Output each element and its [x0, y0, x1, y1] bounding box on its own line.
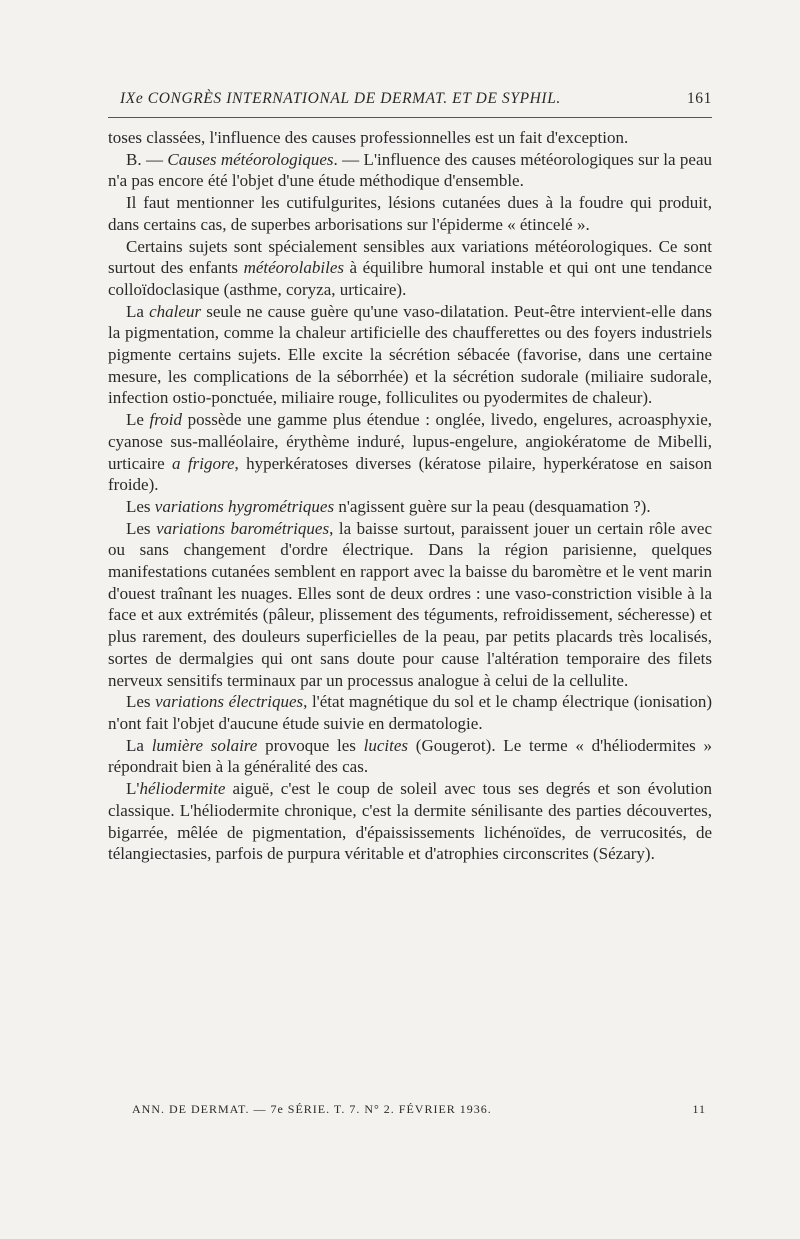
text-run: La	[126, 735, 152, 755]
italic-term: variations barométriques	[156, 518, 330, 538]
signature-mark: 11	[692, 1102, 706, 1116]
journal-reference: ANN. DE DERMAT. — 7e SÉRIE. T. 7. N° 2. FÉVRIER 1936.	[132, 1102, 492, 1116]
italic-term: Causes météorologiques	[167, 149, 334, 169]
paragraph	[108, 192, 712, 235]
paragraph	[108, 409, 712, 496]
text-run: provoque les	[257, 735, 364, 755]
page-number: 161	[686, 90, 712, 107]
text-run: La	[126, 301, 150, 321]
running-title: IXe CONGRÈS INTERNATIONAL DE DERMAT. ET DE SYPHIL.	[120, 90, 561, 107]
text-run: Certains sujets sont spécialement sensibles aux variations météorologiques. Ce sont surtout des enfants	[108, 236, 712, 278]
running-header	[108, 84, 712, 114]
text-run: aiguë, c'est le coup de soleil avec tous ses degrés et son évolution classique. L'héliodermite chronique, c'est la dermite sénilisante des parties découvertes, bigarrée, mêlée de pigmentation, d'épaississements lichénoïdes, de verrucosités, de télangiectasies, parfois de purpura véritable et d'atrophies circonscrites (Sézary).	[108, 779, 712, 864]
italic-term: froid	[149, 410, 182, 430]
paragraph	[108, 735, 712, 778]
italic-term: variations électriques	[155, 692, 304, 712]
paragraph	[108, 778, 712, 865]
text-run: L'	[126, 779, 140, 799]
italic-term: variations hygrométriques	[154, 496, 335, 516]
text-run: Le	[126, 410, 150, 430]
paragraph	[108, 301, 712, 410]
text-run: seule ne cause guère qu'une vaso-dilatation. Peut-être intervient-elle dans la pigmentation, comme la chaleur artificielle des chaufferettes ou des foyers industriels pigmente certains sujets. Elle excite la sécrétion sébacée (favorise, dans une certaine mesure, les complications de la séborrhée) et la sécrétion sudorale (miliaire sudorale, infection ostio-ponctuée, miliaire rouge, folliculites ou pyodermites de chaleur).	[108, 301, 712, 408]
body-text	[108, 127, 712, 865]
italic-term: météorolabiles	[243, 258, 344, 278]
text-run: Les	[126, 518, 157, 538]
paragraph	[108, 496, 712, 518]
italic-term: lucites	[363, 735, 409, 755]
text-run: , la baisse surtout, paraissent jouer un certain rôle avec ou sans changement d'ordre électrique. Dans la région parisienne, quelques manifestations cutanées semblent en rapport avec la baisse du baromètre et le vent marin d'ouest traînant les nuages. Elles sont de deux ordres : une vaso-constriction visible à la face et aux extrémités (pâleur, plissement des téguments, refroidissement, sécheresse) et plus rarement, des douleurs superficielles de la peau, par petits placards très localisés, sortes de dermalgies qui ont sans doute pour cause l'altération temporaire des filets nerveux sensitifs terminaux par un processus analogue à celui de la cellulite.	[108, 518, 712, 690]
text-run: (Gougerot). Le terme « d'héliodermites » répondrait bien à la généralité des cas.	[108, 735, 713, 777]
text-run: à équilibre humoral instable et qui ont une tendance colloïdoclasique (asthme, coryza, urticaire).	[108, 258, 712, 299]
text-run: , l'état magnétique du sol et le champ électrique (ionisation) n'ont fait l'objet d'aucune étude suivie en dermatologie.	[108, 692, 712, 733]
text-run: Les	[126, 496, 155, 516]
text-run: . — L'influence des causes météorologiques sur la peau n'a pas encore été l'objet d'une étude méthodique d'ensemble.	[108, 149, 712, 191]
text-run: B. —	[126, 149, 168, 169]
text-run: Les	[126, 692, 156, 712]
header-rule	[108, 117, 712, 118]
paragraph	[108, 691, 712, 734]
page-footer	[132, 1102, 712, 1122]
text-run: , hyperkératoses diverses (kératose pilaire, hyperkératose en saison froide).	[108, 453, 712, 495]
text-run: possède une gamme plus étendue : onglée, livedo, engelures, acroasphyxie, cyanose sus-malléolaire, érythème induré, lupus-engelure, angiokératome de Mibelli, urticaire	[108, 410, 712, 473]
text-run: n'agissent guère sur la peau (desquamation ?).	[334, 496, 651, 516]
italic-term: lumière solaire	[151, 735, 258, 755]
text-run: toses classées, l'influence des causes professionnelles est un fait d'exception.	[108, 128, 629, 147]
italic-term: héliodermite	[139, 779, 226, 799]
paragraph	[108, 518, 712, 692]
italic-term: chaleur	[149, 301, 202, 321]
text-run: Il faut mentionner les cutifulgurites, lésions cutanées dues à la foudre qui produit, dans certains cas, de superbes arborisations sur l'épiderme « étincelé ».	[108, 193, 712, 234]
paragraph	[108, 236, 712, 301]
paragraph	[108, 127, 712, 149]
italic-term: a frigore	[172, 453, 235, 473]
paragraph	[108, 149, 712, 192]
